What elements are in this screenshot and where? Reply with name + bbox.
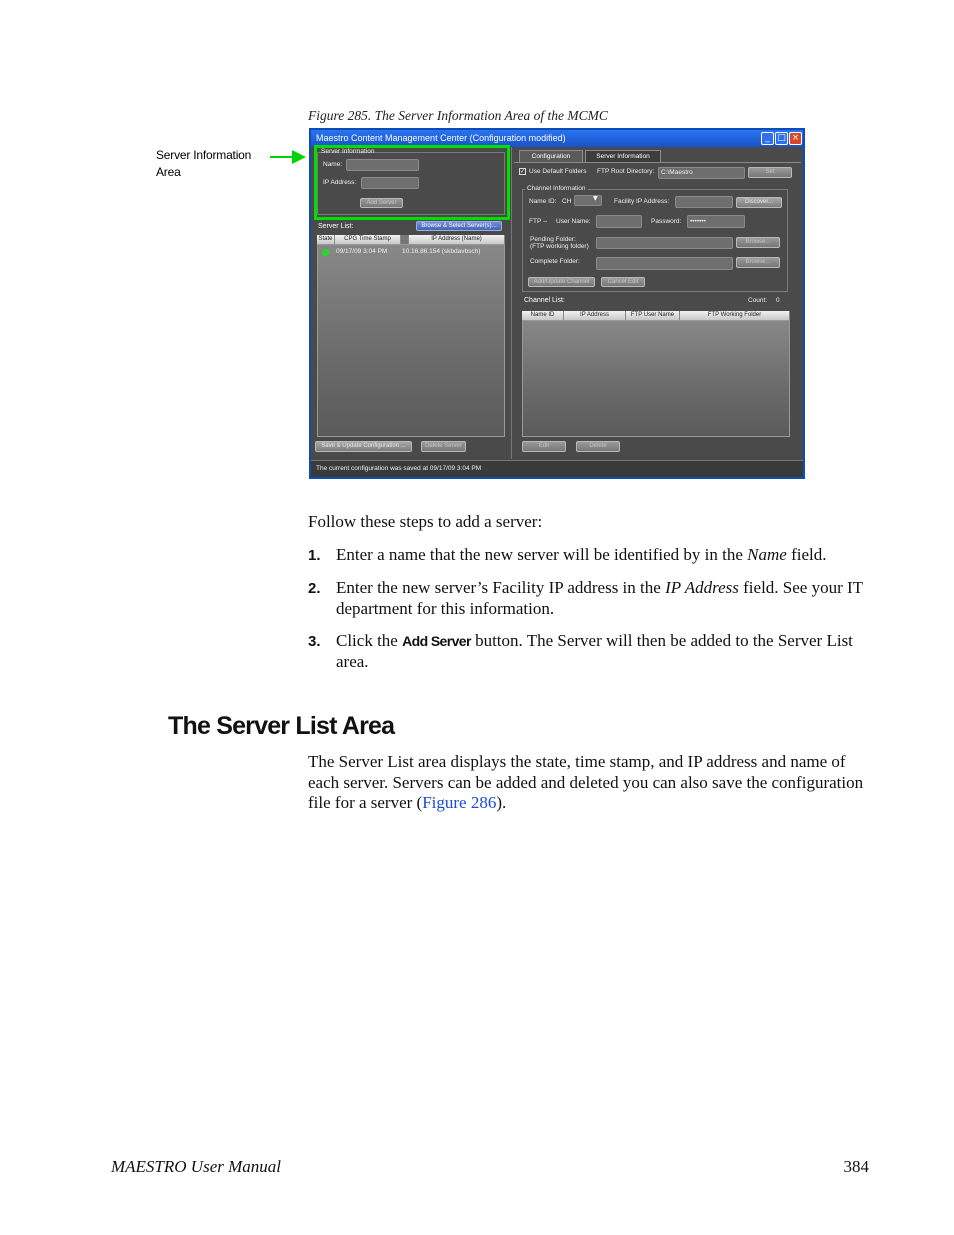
maximize-icon[interactable]: □	[775, 132, 788, 145]
step-2	[308, 578, 878, 619]
ftp-label: FTP --	[529, 218, 548, 225]
server-list-label: Server List:	[318, 223, 354, 230]
step-1	[308, 545, 878, 566]
server-ip-input[interactable]	[361, 177, 419, 189]
pending-browse-button[interactable]: Browse...	[736, 237, 780, 248]
edit-channel-button[interactable]: Edit	[522, 441, 566, 452]
server-name-input[interactable]	[346, 159, 419, 171]
footer-manual-title: MAESTRO User Manual	[111, 1157, 281, 1176]
mcmc-window	[309, 128, 805, 479]
step-1-text-c: field.	[786, 545, 827, 564]
server-ip-label: IP Address:	[323, 179, 357, 186]
facility-ip-input[interactable]	[675, 196, 733, 208]
ftp-root-label: FTP Root Directory:	[597, 168, 655, 175]
column-name-id[interactable]: Name ID	[522, 311, 564, 320]
step-3-text-a: Click the	[336, 631, 403, 650]
facility-ip-label: Facility IP Address:	[614, 198, 670, 205]
delete-server-button[interactable]: Delete Server	[421, 441, 466, 452]
figure-caption: Figure 285. The Server Information Area of the MCMC	[308, 108, 608, 123]
footer-page-number: 384	[843, 1157, 869, 1176]
channel-list-header	[522, 311, 790, 320]
complete-folder-label: Complete Folder:	[530, 258, 580, 265]
tab-strip-line	[514, 162, 801, 163]
use-default-folders-label: Use Default Folders	[529, 168, 587, 175]
intro-text: Follow these steps to add a server:	[308, 512, 543, 531]
column-state[interactable]: State	[317, 235, 335, 244]
browse-select-servers-button[interactable]: Browse & Select Server(s)...	[416, 221, 502, 231]
pending-folder-input[interactable]	[596, 237, 733, 249]
pending-folder-label: Pending Folder:	[530, 236, 576, 243]
step-1-text-b: Name	[747, 545, 787, 564]
user-name-label: User Name:	[556, 218, 591, 225]
password-label: Password:	[651, 218, 682, 225]
step-3-number: 3.	[308, 633, 321, 650]
step-1-text-a: Enter a name that the new server will be identified by in the	[336, 545, 748, 564]
use-default-folders-checkbox[interactable]: ✓	[520, 168, 526, 175]
minimize-icon[interactable]: _	[761, 132, 774, 145]
ftp-root-input[interactable]: C:\Maestro	[658, 167, 745, 179]
server-name-label: Name:	[323, 161, 343, 168]
name-id-prefix: CH	[562, 198, 572, 205]
tab-configuration[interactable]: Configuration	[519, 150, 583, 162]
user-name-input[interactable]	[596, 215, 642, 228]
server-list-header	[317, 235, 505, 244]
pending-folder-sublabel: (FTP working folder)	[530, 243, 589, 250]
server-list-box[interactable]	[317, 244, 505, 437]
channel-list-box[interactable]	[522, 320, 790, 437]
section-paragraph-text-a: The Server List area displays the state, time stamp, and IP address and name of each server. Servers can be added and deleted you can also save the configuration file for a server (	[308, 752, 864, 812]
callout-arrow-icon	[268, 148, 308, 166]
column-ip-name[interactable]: IP Address (Name)	[409, 235, 505, 244]
channel-count-label: Count:	[748, 297, 768, 304]
callout-line-1: Server Information	[156, 148, 252, 162]
add-update-channel-button[interactable]: Add/Update Channel	[528, 277, 595, 287]
add-server-button[interactable]: Add Server	[360, 198, 403, 208]
tab-server-information[interactable]: Server Information	[585, 150, 661, 162]
step-1-number: 1.	[308, 547, 321, 564]
password-input[interactable]: •••••••	[687, 215, 745, 228]
status-bar	[311, 460, 803, 477]
status-text: The current configuration was saved at 09/17/09 3:04 PM	[316, 465, 482, 472]
name-id-select[interactable]	[574, 195, 602, 206]
set-button[interactable]: Set	[748, 167, 792, 178]
column-ftp-working-folder[interactable]: FTP Working Folder	[680, 311, 790, 320]
channel-list-label: Channel List:	[524, 297, 565, 304]
window-title: Maestro Content Management Center (Configuration modified)	[316, 133, 566, 143]
discover-button[interactable]: Discover...	[736, 197, 782, 208]
close-icon[interactable]: ×	[789, 132, 802, 145]
cancel-edit-button[interactable]: Cancel Edit	[601, 277, 645, 287]
section-paragraph-text-c: ).	[496, 793, 507, 812]
section-paragraph	[308, 752, 868, 814]
window-client-area	[311, 147, 803, 477]
column-spacer	[401, 235, 409, 244]
complete-folder-input[interactable]	[596, 257, 733, 270]
callout-line-2: Area	[156, 165, 181, 179]
server-row-timestamp[interactable]: 09/17/09 3:04 PM	[336, 248, 388, 255]
channel-count-value: 0	[776, 297, 780, 304]
name-id-label: Name ID:	[529, 198, 557, 205]
complete-browse-button[interactable]: Browse...	[736, 257, 780, 268]
step-2-text-a: Enter the new server’s Facility IP address in the	[336, 578, 666, 597]
channel-info-group-label: Channel Information	[527, 185, 586, 192]
step-2-text-b: IP Address	[665, 578, 739, 597]
column-ip-address[interactable]: IP Address	[564, 311, 626, 320]
save-update-configuration-button[interactable]: Save & Update Configuration ...	[315, 441, 412, 452]
figure-286-link[interactable]: Figure 286	[422, 793, 497, 812]
column-timestamp[interactable]: CPG Time Stamp	[335, 235, 401, 244]
figure-callout	[156, 147, 251, 181]
step-3	[308, 631, 878, 672]
server-info-group-label: Server Information	[321, 148, 375, 155]
server-row-ip-name[interactable]: 10.16.86.154 (skbdavbsch)	[402, 248, 481, 255]
delete-channel-button[interactable]: Delete	[576, 441, 620, 452]
column-ftp-user-name[interactable]: FTP User Name	[626, 311, 680, 320]
step-3-text-b: Add Server	[402, 633, 471, 649]
step-3-text-c: button. The Server will then be added to the Server List area.	[336, 631, 853, 671]
section-heading: The Server List Area	[168, 712, 395, 740]
step-2-text-c: field. See your IT department for this information.	[336, 578, 863, 618]
step-2-number: 2.	[308, 580, 321, 597]
chevron-down-icon: ▼	[593, 195, 598, 202]
server-state-indicator-icon	[322, 249, 329, 256]
pane-divider	[511, 147, 512, 459]
